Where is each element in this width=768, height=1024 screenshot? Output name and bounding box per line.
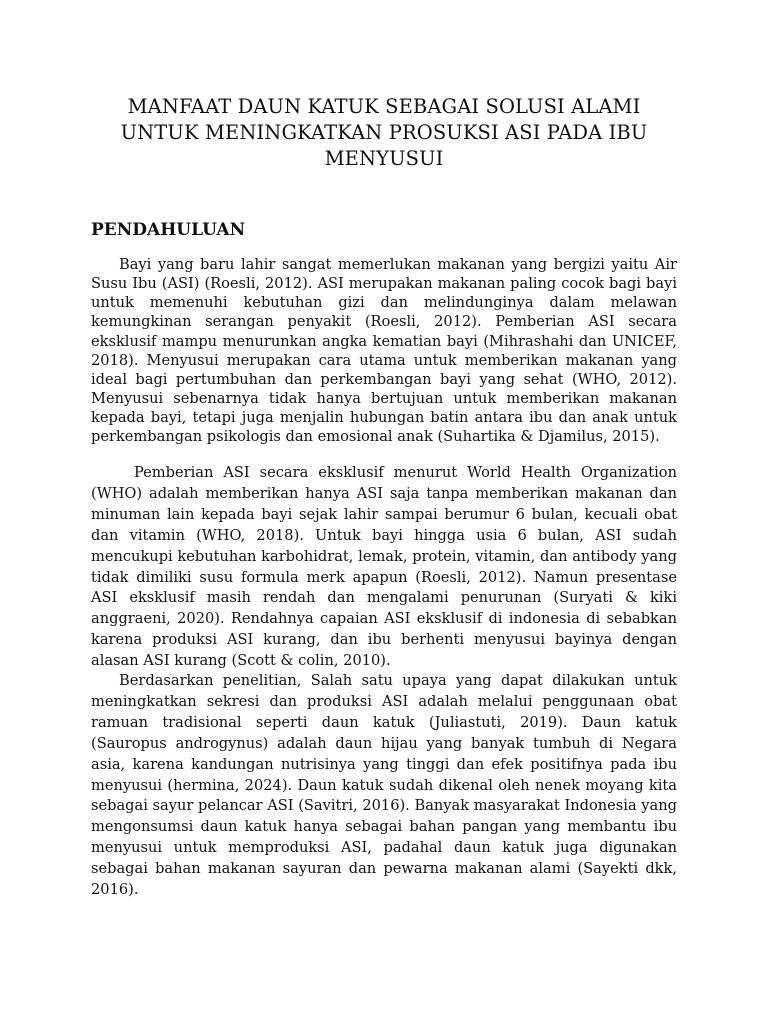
document-title: MANFAAT DAUN KATUK SEBAGAI SOLUSI ALAMI UNTUK MENINGKATKAN PROSUKSI ASI PADA IBU MENYUSUI [120,95,648,170]
paragraph-3: Berdasarkan penelitian, Salah satu upaya yang dapat dilakukan untuk meningkatkan sekresi dan produksi ASI adalah melalui penggunaan obat ramuan tradisional seperti daun katuk (Juliastuti, 2019). Daun katuk (Sauropus androgynus) adalah daun hijau yang banyak tumbuh di Negara asia, karena kandungan nutrisinya yang tinggi dan efek positifnya pada ibu menyusui (hermina, 2024). Daun katuk sudah dikenal oleh nenek moyang kita sebagai sayur pelancar ASI (Savitri, 2016). Banyak masyarakat Indonesia yang mengonsumsi daun katuk hanya sebagai bahan pangan yang membantu ibu menyusui untuk memproduksi ASI, padahal daun katuk juga digunakan sebagai bahan makanan sayuran dan pewarna makanan alami (Sayekti dkk, 2016). [91,672,677,899]
section-heading-pendahuluan: PENDAHULUAN [91,220,246,240]
paragraph-2: Pemberian ASI secara eksklusif menurut World Health Organization (WHO) adalah memberikan hanya ASI saja tanpa memberikan makanan dan minuman lain kepada bayi sejak lahir sampai berumur 6 bulan, kecuali obat dan vitamin (WHO, 2018). Untuk bayi hingga usia 6 bulan, ASI sudah mencukupi kebutuhan karbohidrat, lemak, protein, vitamin, dan antibody yang tidak dimiliki susu formula merk apapun (Roesli, 2012). Namun presentase ASI eksklusif masih rendah dan mengalami penurunan (Suryati & kiki anggraeni, 2020). Rendahnya capaian ASI eksklusif di indonesia di sebabkan karena produksi ASI kurang, dan ibu berhenti menyusui bayinya dengan alasan ASI kurang (Scott & colin, 2010). [91,464,677,670]
paragraph-1: Bayi yang baru lahir sangat memerlukan makanan yang bergizi yaitu Air Susu Ibu (ASI) (Roesli, 2012). ASI merupakan makanan paling cocok bagi bayi untuk memenuhi kebutuhan gizi dan melindunginya dalam melawan kemungkinan serangan penyakit (Roesli, 2012). Pemberian ASI secara eksklusif mampu menurunkan angka kematian bayi (Mihrashahi dan UNICEF, 2018). Menyusui merupakan cara utama untuk memberikan makanan yang ideal bagi pertumbuhan dan perkembangan bayi yang sehat (WHO, 2012). Menyusui sebenarnya tidak hanya bertujuan untuk memberikan makanan kepada bayi, tetapi juga menjalin hubungan batin antara ibu dan anak untuk perkembangan psikologis dan emosional anak (Suhartika & Djamilus, 2015). [91,256,677,446]
